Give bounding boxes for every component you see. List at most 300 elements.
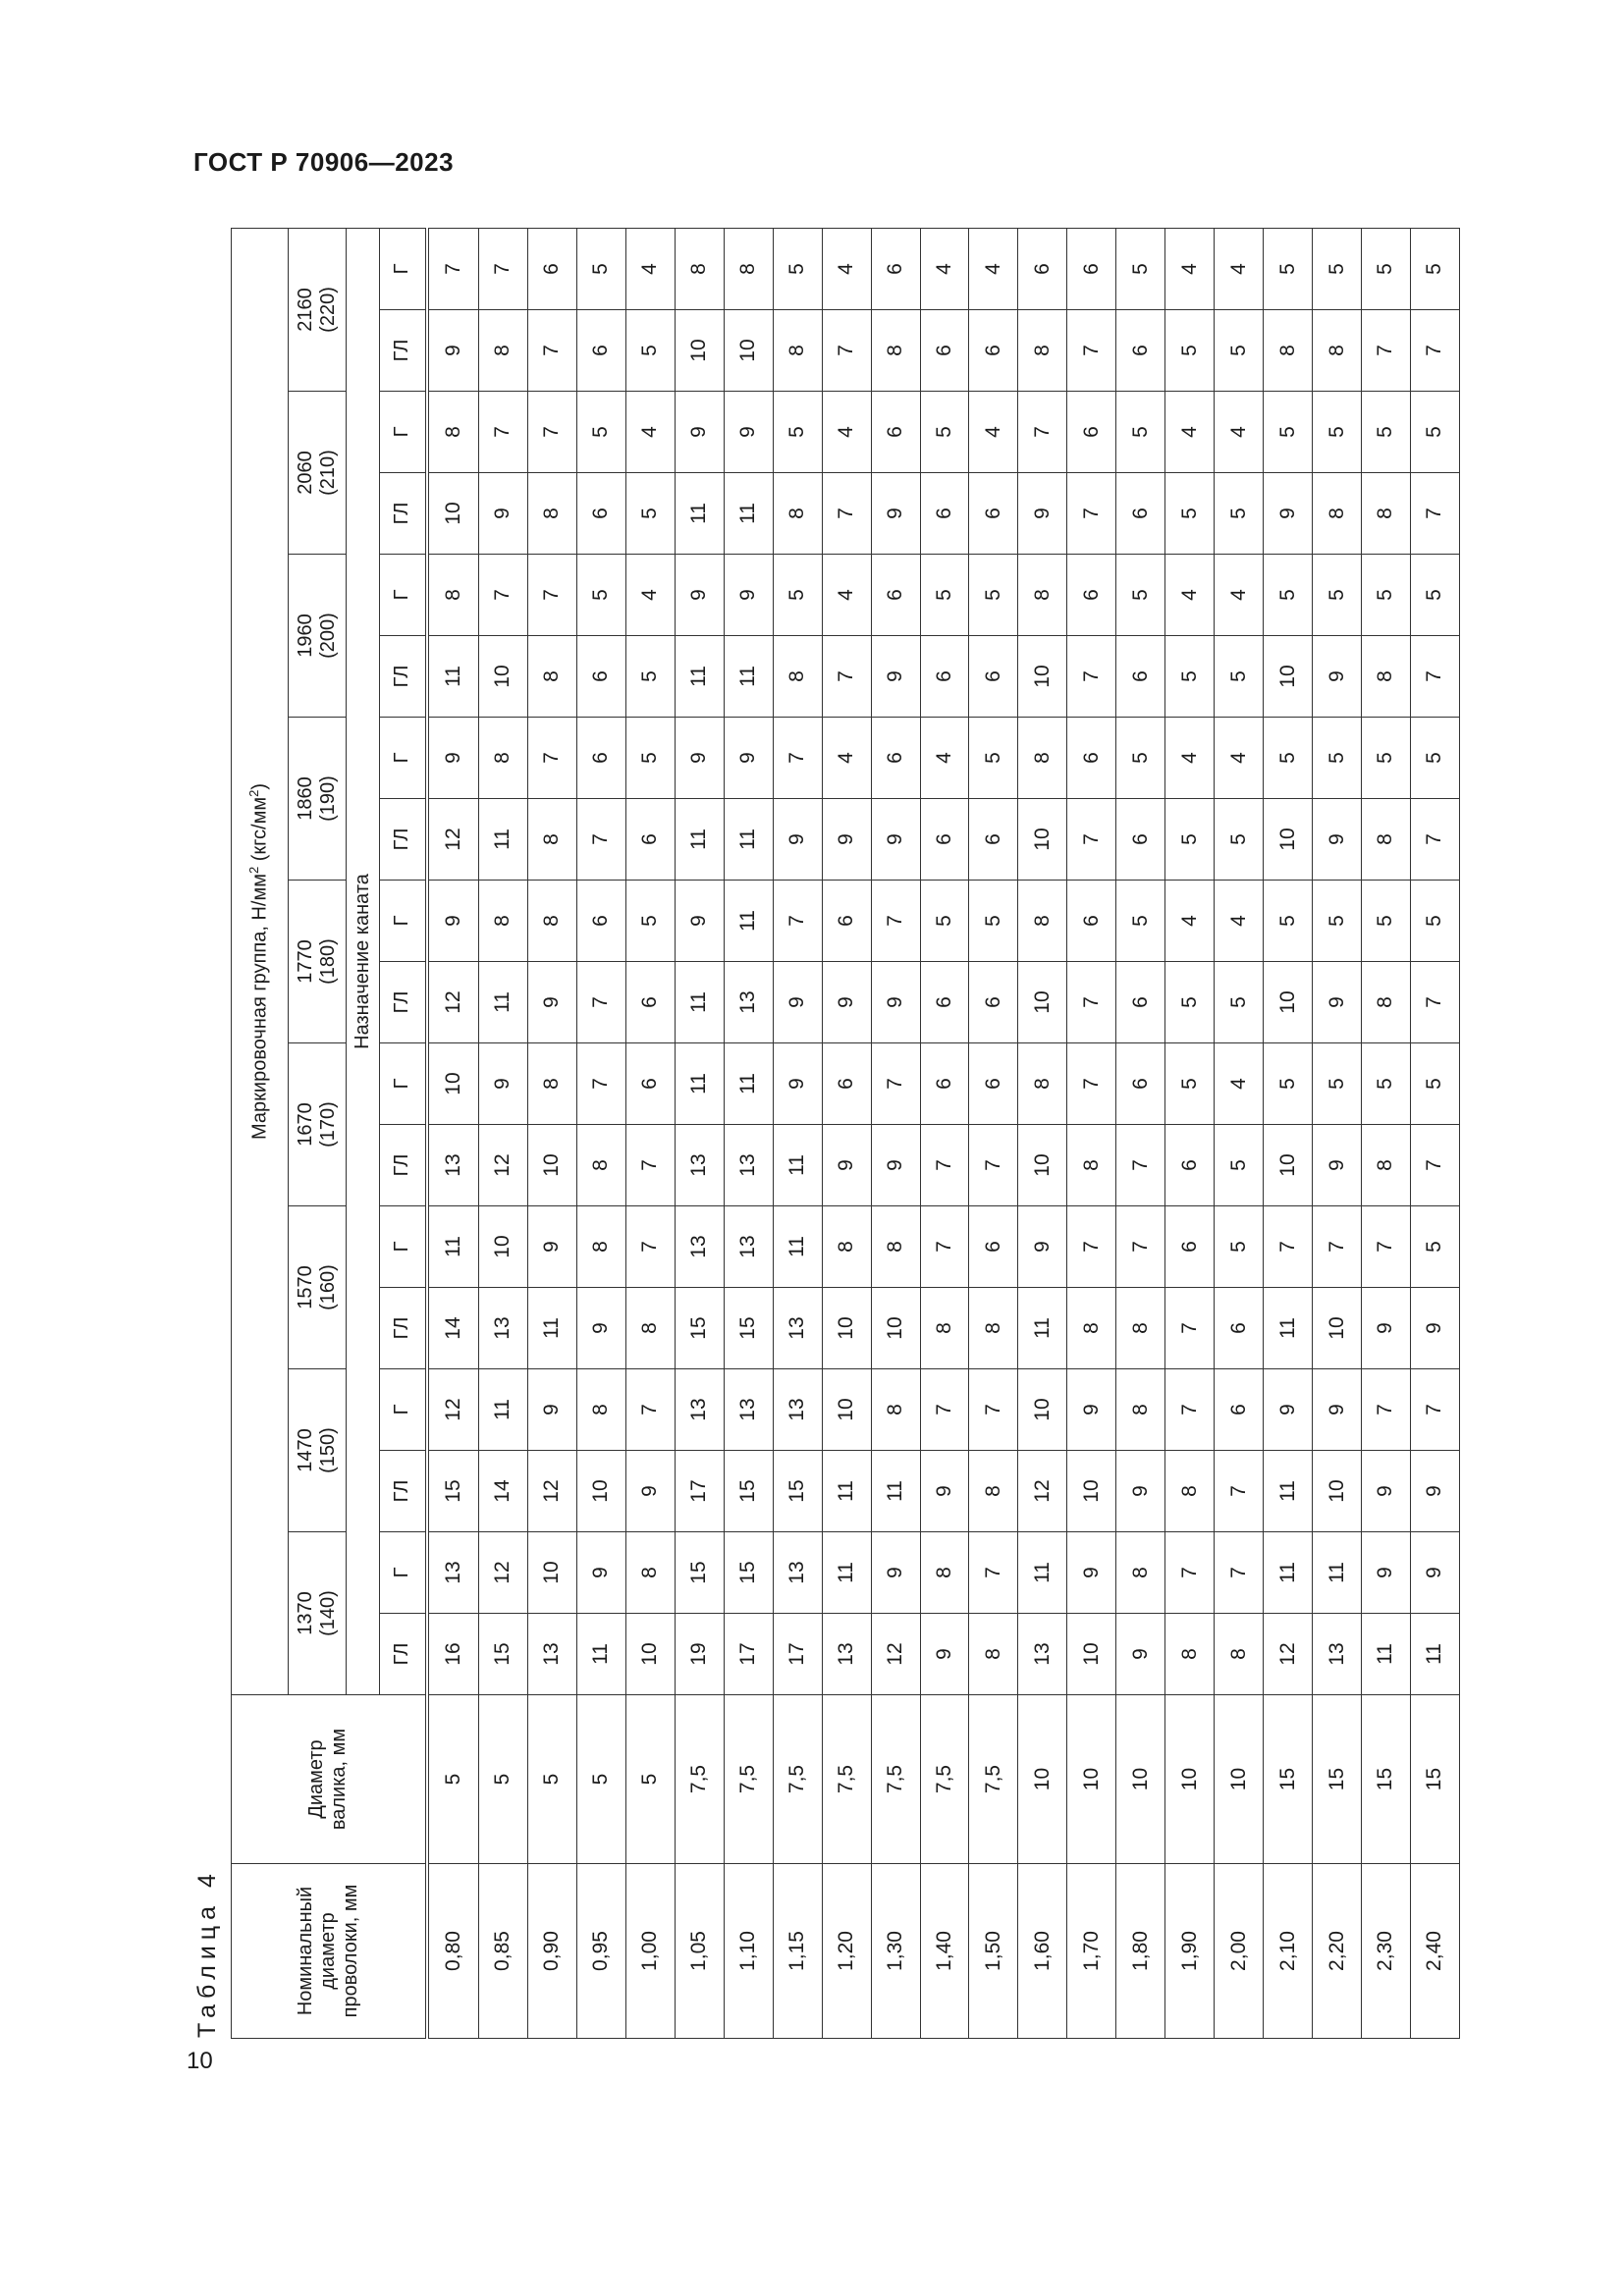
cell-wire-diameter: 2,00 — [1215, 1864, 1264, 2039]
cell-bend-count: 6 — [527, 228, 576, 309]
cell-bend-count: 15 — [478, 1614, 527, 1695]
cell-bend-count: 5 — [576, 392, 625, 473]
cell-bend-count: 13 — [675, 1206, 724, 1288]
cell-bend-count: 6 — [625, 962, 675, 1043]
cell-bend-count: 6 — [576, 881, 625, 962]
cell-bend-count: 6 — [1067, 718, 1116, 799]
cell-bend-count: 9 — [1264, 473, 1313, 555]
cell-bend-count: 9 — [478, 1043, 527, 1125]
cell-bend-count: 11 — [1264, 1532, 1313, 1614]
cell-bend-count: 10 — [822, 1288, 871, 1369]
cell-bend-count: 5 — [1313, 555, 1362, 636]
cell-bend-count: 7 — [1067, 310, 1116, 392]
header-purpose-gl: ГЛ — [380, 1125, 427, 1206]
cell-bend-count: 5 — [1313, 881, 1362, 962]
cell-bend-count: 12 — [427, 799, 479, 881]
cell-bend-count: 4 — [1165, 228, 1215, 309]
cell-bend-count: 11 — [724, 636, 773, 718]
cell-bend-count: 16 — [427, 1614, 479, 1695]
cell-bend-count: 5 — [773, 392, 822, 473]
cell-bend-count: 4 — [625, 555, 675, 636]
cell-bend-count: 6 — [1165, 1125, 1215, 1206]
cell-bend-count: 5 — [1215, 962, 1264, 1043]
cell-bend-count: 7 — [478, 228, 527, 309]
cell-bend-count: 8 — [625, 1288, 675, 1369]
cell-bend-count: 13 — [1018, 1614, 1067, 1695]
table-row — [1264, 228, 1313, 2038]
cell-bend-count: 7 — [527, 718, 576, 799]
cell-roller-diameter: 15 — [1313, 1695, 1362, 1864]
cell-bend-count: 6 — [920, 962, 969, 1043]
cell-wire-diameter: 0,80 — [427, 1864, 479, 2039]
cell-wire-diameter: 1,20 — [822, 1864, 871, 2039]
cell-bend-count: 7 — [576, 799, 625, 881]
cell-bend-count: 10 — [871, 1288, 920, 1369]
cell-bend-count: 19 — [675, 1614, 724, 1695]
cell-bend-count: 7 — [527, 555, 576, 636]
cell-bend-count: 6 — [871, 555, 920, 636]
cell-bend-count: 7 — [822, 310, 871, 392]
header-group-8: 2160 (220) — [289, 228, 347, 391]
cell-bend-count: 7 — [527, 392, 576, 473]
cell-bend-count: 13 — [478, 1288, 527, 1369]
cell-bend-count: 13 — [527, 1614, 576, 1695]
cell-bend-count: 10 — [1018, 1369, 1067, 1451]
cell-bend-count: 11 — [773, 1125, 822, 1206]
cell-bend-count: 9 — [1018, 473, 1067, 555]
cell-bend-count: 8 — [773, 310, 822, 392]
cell-bend-count: 8 — [478, 310, 527, 392]
cell-bend-count: 4 — [625, 392, 675, 473]
cell-bend-count: 10 — [527, 1532, 576, 1614]
table-row — [1215, 228, 1264, 2038]
table-caption: Таблица 4 — [193, 1868, 221, 2038]
cell-bend-count: 10 — [1264, 962, 1313, 1043]
cell-bend-count: 9 — [1411, 1451, 1460, 1532]
header-purpose-g: Г — [380, 1206, 427, 1288]
table-row — [1165, 228, 1215, 2038]
cell-bend-count: 5 — [773, 228, 822, 309]
cell-bend-count: 5 — [920, 392, 969, 473]
cell-bend-count: 7 — [1067, 1043, 1116, 1125]
cell-bend-count: 5 — [1362, 392, 1411, 473]
cell-bend-count: 7 — [871, 1043, 920, 1125]
cell-bend-count: 7 — [1116, 1206, 1165, 1288]
cell-bend-count: 5 — [1165, 473, 1215, 555]
header-group-2: 1570 (160) — [289, 1206, 347, 1369]
cell-bend-count: 7 — [1362, 310, 1411, 392]
cell-bend-count: 6 — [969, 473, 1018, 555]
cell-bend-count: 8 — [576, 1125, 625, 1206]
cell-bend-count: 7 — [1215, 1532, 1264, 1614]
cell-bend-count: 8 — [527, 473, 576, 555]
cell-bend-count: 9 — [427, 310, 479, 392]
cell-bend-count: 9 — [724, 718, 773, 799]
cell-bend-count: 17 — [675, 1451, 724, 1532]
cell-bend-count: 9 — [871, 962, 920, 1043]
cell-bend-count: 4 — [1165, 718, 1215, 799]
cell-bend-count: 5 — [1215, 636, 1264, 718]
cell-bend-count: 7 — [478, 555, 527, 636]
table-row — [427, 228, 479, 2038]
header-purpose-gl: ГЛ — [380, 799, 427, 881]
cell-bend-count: 11 — [1018, 1532, 1067, 1614]
cell-bend-count: 8 — [427, 555, 479, 636]
cell-bend-count: 8 — [1362, 473, 1411, 555]
cell-bend-count: 10 — [724, 310, 773, 392]
table-row — [1018, 228, 1067, 2038]
cell-bend-count: 8 — [625, 1532, 675, 1614]
cell-bend-count: 4 — [822, 392, 871, 473]
cell-roller-diameter: 7,5 — [773, 1695, 822, 1864]
header-purpose-gl: ГЛ — [380, 310, 427, 392]
cell-bend-count: 11 — [724, 473, 773, 555]
cell-bend-count: 5 — [1264, 228, 1313, 309]
cell-bend-count: 10 — [822, 1369, 871, 1451]
cell-wire-diameter: 2,20 — [1313, 1864, 1362, 2039]
cell-bend-count: 12 — [527, 1451, 576, 1532]
table-row — [1067, 228, 1116, 2038]
cell-bend-count: 13 — [1313, 1614, 1362, 1695]
cell-bend-count: 10 — [427, 1043, 479, 1125]
cell-bend-count: 4 — [1215, 392, 1264, 473]
cell-bend-count: 4 — [920, 718, 969, 799]
cell-roller-diameter: 7,5 — [969, 1695, 1018, 1864]
cell-bend-count: 6 — [625, 799, 675, 881]
cell-bend-count: 13 — [724, 1206, 773, 1288]
cell-bend-count: 9 — [576, 1288, 625, 1369]
cell-bend-count: 9 — [1313, 799, 1362, 881]
cell-bend-count: 7 — [871, 881, 920, 962]
cell-bend-count: 9 — [1067, 1369, 1116, 1451]
cell-bend-count: 9 — [773, 962, 822, 1043]
cell-bend-count: 4 — [920, 228, 969, 309]
cell-bend-count: 11 — [1018, 1288, 1067, 1369]
cell-bend-count: 9 — [1362, 1288, 1411, 1369]
cell-bend-count: 5 — [1313, 392, 1362, 473]
cell-bend-count: 12 — [427, 962, 479, 1043]
cell-bend-count: 7 — [1165, 1532, 1215, 1614]
cell-bend-count: 7 — [1067, 1206, 1116, 1288]
cell-bend-count: 8 — [969, 1614, 1018, 1695]
cell-bend-count: 5 — [1116, 228, 1165, 309]
cell-wire-diameter: 1,30 — [871, 1864, 920, 2039]
cell-bend-count: 6 — [920, 1043, 969, 1125]
cell-bend-count: 13 — [724, 1125, 773, 1206]
table-row — [1411, 228, 1460, 2038]
cell-bend-count: 8 — [1018, 881, 1067, 962]
cell-bend-count: 8 — [1067, 1125, 1116, 1206]
table-row — [920, 228, 969, 2038]
cell-bend-count: 6 — [1116, 1043, 1165, 1125]
cell-bend-count: 4 — [1215, 718, 1264, 799]
cell-bend-count: 7 — [1067, 636, 1116, 718]
header-purpose-gl: ГЛ — [380, 473, 427, 555]
table-row — [773, 228, 822, 2038]
cell-bend-count: 8 — [1018, 1043, 1067, 1125]
cell-bend-count: 6 — [1215, 1369, 1264, 1451]
cell-bend-count: 8 — [1215, 1614, 1264, 1695]
cell-bend-count: 5 — [1411, 1043, 1460, 1125]
cell-bend-count: 11 — [724, 881, 773, 962]
cell-bend-count: 7 — [1165, 1369, 1215, 1451]
cell-bend-count: 6 — [1116, 636, 1165, 718]
cell-bend-count: 7 — [1313, 1206, 1362, 1288]
cell-bend-count: 13 — [773, 1532, 822, 1614]
cell-bend-count: 5 — [1411, 392, 1460, 473]
cell-bend-count: 9 — [1313, 636, 1362, 718]
cell-bend-count: 6 — [576, 636, 625, 718]
cell-bend-count: 10 — [1264, 1125, 1313, 1206]
cell-bend-count: 6 — [969, 1206, 1018, 1288]
cell-roller-diameter: 10 — [1067, 1695, 1116, 1864]
cell-wire-diameter: 1,00 — [625, 1864, 675, 2039]
cell-bend-count: 4 — [1165, 881, 1215, 962]
cell-bend-count: 5 — [1116, 392, 1165, 473]
cell-bend-count: 6 — [871, 392, 920, 473]
header-purpose-g: Г — [380, 555, 427, 636]
cell-bend-count: 13 — [773, 1369, 822, 1451]
cell-bend-count: 8 — [1116, 1369, 1165, 1451]
cell-bend-count: 11 — [675, 473, 724, 555]
cell-bend-count: 5 — [1411, 718, 1460, 799]
cell-bend-count: 8 — [920, 1288, 969, 1369]
page-number: 10 — [187, 2048, 213, 2074]
header-purpose-gl: ГЛ — [380, 962, 427, 1043]
cell-bend-count: 14 — [427, 1288, 479, 1369]
header-purpose-g: Г — [380, 881, 427, 962]
cell-bend-count: 7 — [1067, 799, 1116, 881]
cell-roller-diameter: 10 — [1018, 1695, 1067, 1864]
cell-bend-count: 7 — [969, 1369, 1018, 1451]
cell-roller-diameter: 10 — [1165, 1695, 1215, 1864]
cell-bend-count: 9 — [871, 1125, 920, 1206]
cell-bend-count: 9 — [527, 962, 576, 1043]
cell-wire-diameter: 0,95 — [576, 1864, 625, 2039]
data-table — [231, 228, 1460, 2039]
cell-bend-count: 5 — [1165, 636, 1215, 718]
cell-bend-count: 9 — [675, 881, 724, 962]
cell-bend-count: 6 — [1067, 228, 1116, 309]
cell-bend-count: 10 — [1018, 962, 1067, 1043]
cell-bend-count: 15 — [773, 1451, 822, 1532]
cell-bend-count: 10 — [1313, 1288, 1362, 1369]
cell-bend-count: 5 — [1215, 310, 1264, 392]
cell-bend-count: 7 — [427, 228, 479, 309]
cell-bend-count: 11 — [576, 1614, 625, 1695]
cell-bend-count: 6 — [969, 799, 1018, 881]
table-row — [1116, 228, 1165, 2038]
cell-wire-diameter: 1,60 — [1018, 1864, 1067, 2039]
cell-bend-count: 17 — [773, 1614, 822, 1695]
cell-wire-diameter: 1,10 — [724, 1864, 773, 2039]
cell-bend-count: 9 — [1411, 1532, 1460, 1614]
table-row — [625, 228, 675, 2038]
cell-bend-count: 9 — [920, 1451, 969, 1532]
cell-bend-count: 8 — [871, 1369, 920, 1451]
cell-bend-count: 13 — [427, 1532, 479, 1614]
cell-bend-count: 8 — [527, 799, 576, 881]
cell-wire-diameter: 1,15 — [773, 1864, 822, 2039]
cell-bend-count: 13 — [675, 1369, 724, 1451]
cell-bend-count: 7 — [1411, 636, 1460, 718]
cell-bend-count: 15 — [675, 1532, 724, 1614]
cell-wire-diameter: 1,50 — [969, 1864, 1018, 2039]
cell-bend-count: 4 — [822, 228, 871, 309]
cell-bend-count: 10 — [576, 1451, 625, 1532]
cell-bend-count: 6 — [1165, 1206, 1215, 1288]
cell-bend-count: 9 — [1313, 1369, 1362, 1451]
cell-wire-diameter: 1,80 — [1116, 1864, 1165, 2039]
cell-roller-diameter: 5 — [427, 1695, 479, 1864]
cell-bend-count: 9 — [1116, 1451, 1165, 1532]
cell-bend-count: 9 — [1362, 1451, 1411, 1532]
cell-bend-count: 5 — [920, 881, 969, 962]
cell-bend-count: 8 — [773, 473, 822, 555]
cell-bend-count: 9 — [1018, 1206, 1067, 1288]
cell-bend-count: 9 — [871, 473, 920, 555]
cell-bend-count: 9 — [527, 1369, 576, 1451]
cell-bend-count: 7 — [920, 1206, 969, 1288]
cell-bend-count: 7 — [1411, 473, 1460, 555]
cell-bend-count: 4 — [1215, 1043, 1264, 1125]
cell-bend-count: 8 — [1165, 1614, 1215, 1695]
cell-bend-count: 7 — [822, 636, 871, 718]
cell-bend-count: 12 — [478, 1125, 527, 1206]
cell-bend-count: 9 — [527, 1206, 576, 1288]
cell-bend-count: 10 — [1018, 799, 1067, 881]
cell-bend-count: 6 — [1116, 310, 1165, 392]
table-row — [822, 228, 871, 2038]
cell-bend-count: 9 — [675, 392, 724, 473]
cell-bend-count: 11 — [724, 1043, 773, 1125]
cell-bend-count: 9 — [675, 555, 724, 636]
cell-bend-count: 4 — [1165, 555, 1215, 636]
cell-bend-count: 11 — [1411, 1614, 1460, 1695]
cell-bend-count: 15 — [427, 1451, 479, 1532]
cell-wire-diameter: 1,40 — [920, 1864, 969, 2039]
cell-bend-count: 6 — [576, 310, 625, 392]
cell-bend-count: 7 — [576, 1043, 625, 1125]
cell-bend-count: 4 — [969, 392, 1018, 473]
cell-bend-count: 7 — [1067, 962, 1116, 1043]
cell-bend-count: 5 — [1116, 555, 1165, 636]
cell-wire-diameter: 2,30 — [1362, 1864, 1411, 2039]
cell-bend-count: 9 — [724, 392, 773, 473]
cell-bend-count: 12 — [1264, 1614, 1313, 1695]
cell-bend-count: 5 — [1264, 718, 1313, 799]
cell-bend-count: 5 — [1411, 555, 1460, 636]
cell-roller-diameter: 7,5 — [871, 1695, 920, 1864]
cell-bend-count: 8 — [1313, 473, 1362, 555]
cell-bend-count: 9 — [1362, 1532, 1411, 1614]
cell-bend-count: 8 — [1116, 1532, 1165, 1614]
cell-bend-count: 15 — [724, 1288, 773, 1369]
cell-bend-count: 11 — [871, 1451, 920, 1532]
cell-bend-count: 9 — [822, 962, 871, 1043]
cell-bend-count: 5 — [576, 228, 625, 309]
cell-bend-count: 11 — [478, 799, 527, 881]
cell-bend-count: 11 — [1264, 1288, 1313, 1369]
cell-wire-diameter: 1,05 — [675, 1864, 724, 2039]
table-row — [576, 228, 625, 2038]
cell-bend-count: 6 — [1018, 228, 1067, 309]
cell-bend-count: 5 — [1362, 555, 1411, 636]
cell-bend-count: 7 — [1067, 473, 1116, 555]
table-row — [969, 228, 1018, 2038]
cell-bend-count: 5 — [1362, 718, 1411, 799]
cell-bend-count: 7 — [920, 1125, 969, 1206]
cell-bend-count: 11 — [427, 1206, 479, 1288]
cell-bend-count: 13 — [822, 1614, 871, 1695]
cell-bend-count: 8 — [969, 1451, 1018, 1532]
cell-bend-count: 5 — [1116, 718, 1165, 799]
cell-bend-count: 7 — [1411, 1125, 1460, 1206]
cell-bend-count: 9 — [625, 1451, 675, 1532]
cell-bend-count: 11 — [478, 1369, 527, 1451]
cell-bend-count: 5 — [625, 636, 675, 718]
cell-bend-count: 7 — [625, 1125, 675, 1206]
cell-bend-count: 9 — [822, 799, 871, 881]
header-purpose-g: Г — [380, 1369, 427, 1451]
cell-bend-count: 14 — [478, 1451, 527, 1532]
cell-bend-count: 6 — [920, 636, 969, 718]
header-group-7: 2060 (210) — [289, 392, 347, 555]
header-group-4: 1770 (180) — [289, 881, 347, 1043]
cell-bend-count: 9 — [1411, 1288, 1460, 1369]
cell-bend-count: 5 — [1264, 881, 1313, 962]
table-row — [1313, 228, 1362, 2038]
cell-bend-count: 4 — [1165, 392, 1215, 473]
cell-bend-count: 5 — [1215, 473, 1264, 555]
cell-wire-diameter: 1,70 — [1067, 1864, 1116, 2039]
cell-bend-count: 7 — [773, 881, 822, 962]
cell-bend-count: 4 — [1215, 228, 1264, 309]
table-row — [1362, 228, 1411, 2038]
cell-bend-count: 6 — [625, 1043, 675, 1125]
header-purpose-gl: ГЛ — [380, 636, 427, 718]
cell-bend-count: 8 — [871, 310, 920, 392]
cell-bend-count: 15 — [675, 1288, 724, 1369]
cell-bend-count: 13 — [724, 1369, 773, 1451]
cell-bend-count: 6 — [1215, 1288, 1264, 1369]
cell-bend-count: 10 — [1313, 1451, 1362, 1532]
cell-wire-diameter: 2,10 — [1264, 1864, 1313, 2039]
cell-bend-count: 7 — [625, 1369, 675, 1451]
cell-bend-count: 4 — [625, 228, 675, 309]
cell-bend-count: 8 — [478, 881, 527, 962]
cell-roller-diameter: 5 — [478, 1695, 527, 1864]
cell-bend-count: 6 — [576, 718, 625, 799]
cell-bend-count: 11 — [724, 799, 773, 881]
cell-roller-diameter: 15 — [1362, 1695, 1411, 1864]
cell-bend-count: 11 — [822, 1451, 871, 1532]
rotated-table-container — [231, 233, 1460, 2039]
cell-bend-count: 10 — [1018, 636, 1067, 718]
cell-bend-count: 7 — [478, 392, 527, 473]
document-code: ГОСТ Р 70906—2023 — [193, 147, 455, 177]
cell-bend-count: 12 — [1018, 1451, 1067, 1532]
cell-roller-diameter: 5 — [625, 1695, 675, 1864]
cell-bend-count: 4 — [1215, 555, 1264, 636]
cell-bend-count: 8 — [1362, 636, 1411, 718]
cell-bend-count: 8 — [1362, 799, 1411, 881]
cell-bend-count: 10 — [478, 636, 527, 718]
cell-bend-count: 7 — [1165, 1288, 1215, 1369]
cell-bend-count: 8 — [527, 881, 576, 962]
cell-bend-count: 8 — [1165, 1451, 1215, 1532]
cell-bend-count: 8 — [969, 1288, 1018, 1369]
